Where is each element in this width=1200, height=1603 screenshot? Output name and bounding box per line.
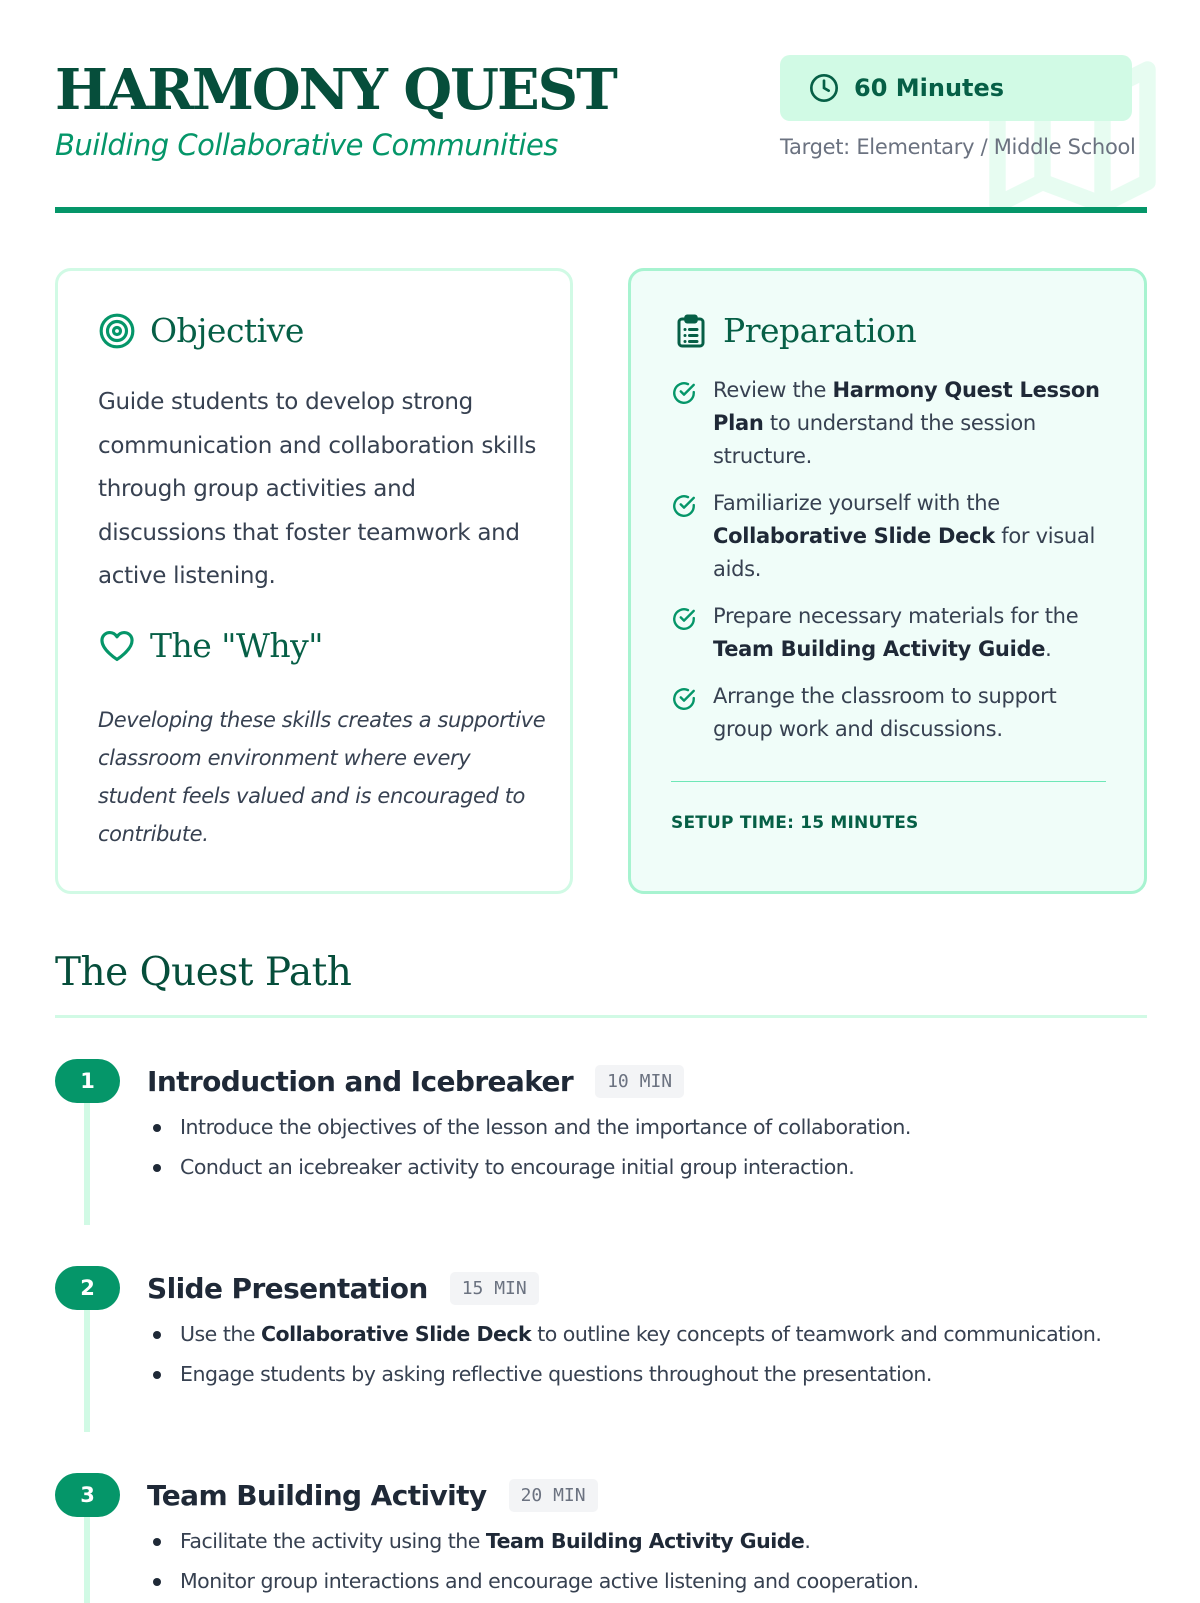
page-subtitle: Building Collaborative Communities	[55, 128, 558, 162]
step-points	[147, 1314, 1147, 1394]
check-circle-icon	[671, 606, 697, 632]
duration-label: 60 Minutes	[854, 74, 1005, 102]
list-item: Familiarize yourself with the Collaborative Slide Deck for visual aids.	[671, 487, 1111, 586]
check-circle-icon	[671, 493, 697, 519]
check-circle-icon	[671, 686, 697, 712]
why-heading	[98, 626, 323, 665]
step-duration-badge: 15 MIN	[450, 1272, 539, 1305]
step-1	[55, 1059, 1147, 1225]
preparation-heading	[673, 311, 916, 350]
heart-icon	[98, 627, 136, 665]
step-header	[147, 1059, 684, 1103]
objective-title: Objective	[150, 311, 304, 350]
preparation-list	[671, 374, 1111, 746]
step-3	[55, 1473, 1147, 1600]
lesson-plan-page	[55, 0, 1147, 1600]
header-divider	[55, 207, 1147, 213]
duration-badge	[780, 55, 1132, 121]
objective-heading	[98, 311, 304, 350]
step-title: Introduction and Icebreaker	[147, 1064, 574, 1098]
step-number: 1	[55, 1059, 120, 1103]
step-2	[55, 1266, 1147, 1432]
list-item: Engage students by asking reflective questions throughout the presentation.	[147, 1354, 1147, 1394]
list-item: Prepare necessary materials for the Team Building Activity Guide.	[671, 600, 1111, 666]
list-item: Arrange the classroom to support group work and discussions.	[671, 680, 1111, 746]
objective-text: Guide students to develop strong communication and collaboration skills through group activities and discussions that foster teamwork and active listening.	[98, 389, 536, 589]
step-points	[147, 1521, 1147, 1601]
list-item: Introduce the objectives of the lesson and the importance of collaboration.	[147, 1107, 1147, 1147]
step-duration-badge: 20 MIN	[509, 1479, 598, 1512]
why-text: Developing these skills creates a supportive classroom environment where every student feels valued and is encouraged to contribute.	[98, 708, 546, 846]
divider	[671, 781, 1106, 782]
clipboard-icon	[673, 312, 709, 350]
list-item: Facilitate the activity using the Team Building Activity Guide.	[147, 1521, 1147, 1561]
target-audience: Target: Elementary / Middle School	[780, 135, 1136, 159]
page-title: HARMONY QUEST	[55, 57, 616, 123]
quest-path-heading: The Quest Path	[55, 950, 352, 995]
section-divider	[55, 1015, 1147, 1018]
timeline-line	[84, 1306, 90, 1432]
step-number: 3	[55, 1473, 120, 1517]
step-points	[147, 1107, 1147, 1187]
list-item: Monitor group interactions and encourage active listening and cooperation.	[147, 1561, 1147, 1601]
timeline-line	[84, 1513, 90, 1603]
setup-time: SETUP TIME: 15 MINUTES	[671, 813, 919, 833]
step-number: 2	[55, 1266, 120, 1310]
target-icon	[98, 312, 136, 350]
check-circle-icon	[671, 380, 697, 406]
timeline-line	[84, 1099, 90, 1225]
step-header	[147, 1473, 598, 1517]
objective-card	[55, 268, 573, 894]
list-item: Use the Collaborative Slide Deck to outline key concepts of teamwork and communication.	[147, 1314, 1147, 1354]
step-header	[147, 1266, 539, 1310]
step-title: Slide Presentation	[147, 1271, 428, 1305]
step-duration-badge: 10 MIN	[595, 1065, 684, 1098]
list-item: Review the Harmony Quest Lesson Plan to understand the session structure.	[671, 374, 1111, 473]
step-title: Team Building Activity	[147, 1478, 487, 1512]
list-item: Conduct an icebreaker activity to encourage initial group interaction.	[147, 1147, 1147, 1187]
why-title: The "Why"	[150, 626, 323, 665]
clock-icon	[808, 72, 840, 104]
header	[55, 55, 1147, 215]
preparation-card	[628, 268, 1147, 894]
preparation-title: Preparation	[723, 311, 917, 350]
